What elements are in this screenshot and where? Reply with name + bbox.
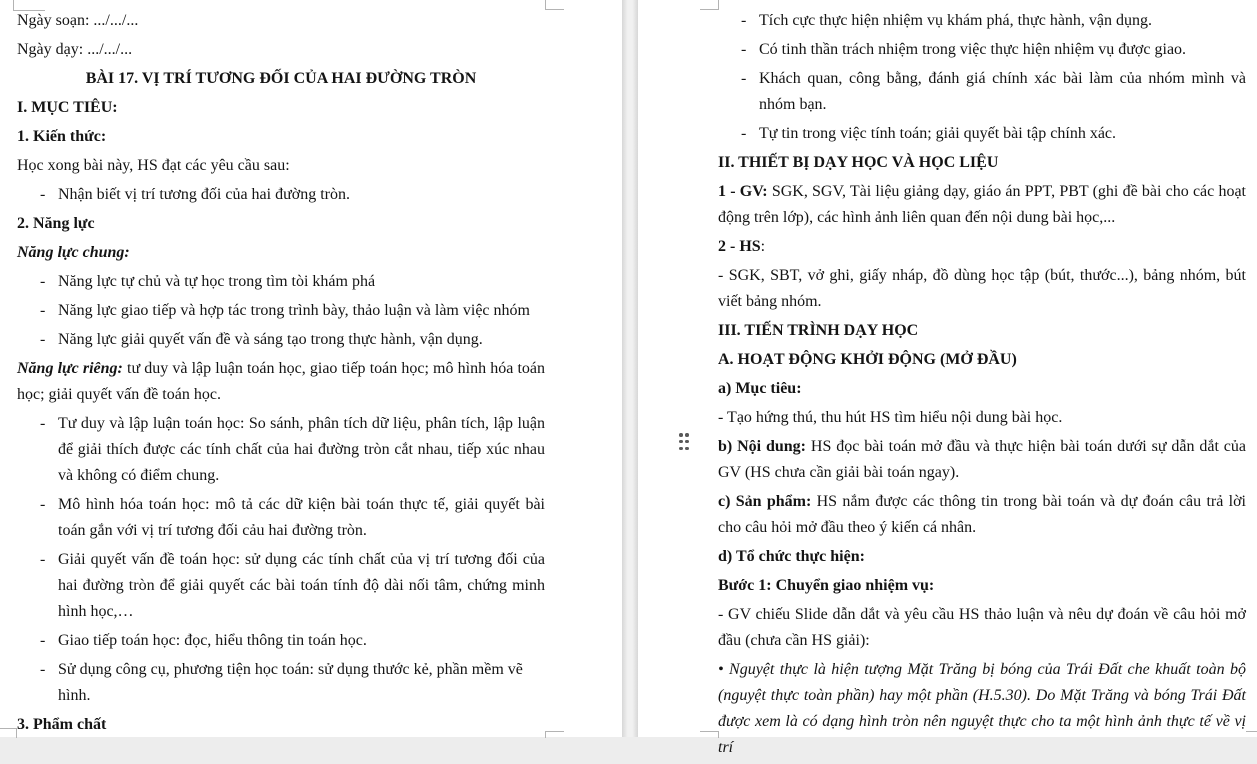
sub-heading[interactable] [17, 712, 545, 738]
text-run: c) Sản phẩm: [718, 493, 812, 510]
paragraph[interactable] [718, 263, 1246, 315]
drag-handle-icon[interactable] [678, 432, 690, 451]
list-dash-marker: - [40, 661, 46, 678]
text-run: - GV chiếu Slide dẫn dắt và yêu cầu HS thảo luận và nêu dự đoán về câu hỏi mở đầu (chưa cần HS giải): [718, 606, 1246, 649]
sub-heading[interactable] [17, 124, 545, 150]
text-run: Năng lực giao tiếp và hợp tác trong trình bày, thảo luận và làm việc nhóm [58, 302, 530, 319]
activity-heading[interactable] [718, 347, 1246, 373]
list-dash-marker: - [741, 12, 747, 29]
list-dash-marker: - [40, 302, 46, 319]
text-run: Năng lực chung: [17, 244, 130, 261]
text-run: Có tinh thần trách nhiệm trong việc thực hiện nhiệm vụ được giao. [759, 41, 1187, 58]
list-dash-marker: - [741, 125, 747, 142]
list-dash-marker: - [741, 70, 747, 87]
text-run: I. MỤC TIÊU: [17, 99, 118, 116]
list-dash-marker: - [40, 186, 46, 203]
text-run: 3. Phẩm chất [17, 716, 107, 733]
text-run: tư duy và lập luận toán học, giao tiếp toán học; mô hình hóa toán học; giải quyết vấn đề toán học. [17, 360, 545, 403]
text-run: Bước 1: Chuyển giao nhiệm vụ: [718, 577, 935, 594]
text-run: A. HOẠT ĐỘNG KHỞI ĐỘNG (MỞ ĐẦU) [718, 351, 1017, 368]
text-run: HS nắm được các thông tin trong bài toán và dự đoán câu trả lời cho câu hỏi mở đầu theo ý kiến cá nhân. [718, 493, 1247, 536]
section-heading[interactable] [718, 318, 1246, 344]
text-run: d) Tổ chức thực hiện: [718, 548, 865, 565]
list-dash-marker: - [40, 415, 46, 432]
section-heading[interactable] [718, 150, 1246, 176]
text-run: 2. Năng lực [17, 215, 95, 232]
list-item[interactable] [718, 37, 1246, 63]
paragraph[interactable] [17, 356, 545, 408]
paragraph[interactable] [718, 544, 1246, 570]
paragraph[interactable] [718, 434, 1246, 486]
text-run: Giao tiếp toán học: đọc, hiểu thông tin toán học. [58, 632, 367, 649]
list-dash-marker: - [40, 496, 46, 513]
paragraph[interactable] [718, 234, 1246, 260]
page-left[interactable] [0, 0, 622, 737]
text-run: Khách quan, công bằng, đánh giá chính xác bài làm của nhóm mình và nhóm bạn. [759, 70, 1246, 113]
list-dash-marker: - [40, 551, 46, 568]
paragraph[interactable] [17, 153, 545, 179]
paragraph[interactable] [718, 489, 1246, 541]
text-run: SGK, SGV, Tài liệu giảng dạy, giáo án PPT, PBT (ghi đề bài cho các hoạt động trên lớp), các hình ảnh liên quan đến nội dung bài học,... [718, 183, 1247, 226]
paragraph[interactable] [718, 405, 1246, 431]
text-run: 2 - HS [718, 238, 761, 255]
text-run: Tích cực thực hiện nhiệm vụ khám phá, thực hành, vận dụng. [759, 12, 1153, 29]
text-run: • Nguyệt thực là hiện tượng Mặt Trăng bị bóng của Trái Đất che khuất toàn bộ (nguyệt thực toàn phần) hay một phần (H.5.30). Do Mặt Trăng và bóng Trái Đất được xem là có dạng hình tròn nên nguyệt thực cho ta một hình ảnh thực tế về vị trí [718, 661, 1246, 756]
text-run: - Tạo hứng thú, thu hút HS tìm hiểu nội dung bài học. [718, 409, 1063, 426]
list-item[interactable] [718, 8, 1246, 34]
margin-crop-mark [700, 0, 719, 10]
list-item[interactable] [17, 547, 545, 625]
text-run: Sử dụng công cụ, phương tiện học toán: sử dụng thước kẻ, phần mềm vẽ hình. [58, 661, 523, 704]
text-run: - SGK, SBT, vở ghi, giấy nháp, đồ dùng học tập (bút, thước...), bảng nhóm, bút viết bảng nhóm. [718, 267, 1246, 310]
text-run: Năng lực tự chủ và tự học trong tìm tòi khám phá [58, 273, 376, 290]
list-item[interactable] [17, 269, 545, 295]
list-dash-marker: - [741, 41, 747, 58]
list-item[interactable] [718, 121, 1246, 147]
text-run: Ngày soạn: .../.../... [17, 12, 139, 29]
text-run: Năng lực giải quyết vấn đề và sáng tạo trong thực hành, vận dụng. [58, 331, 483, 348]
page-left-text[interactable] [17, 0, 545, 741]
paragraph[interactable] [718, 376, 1246, 402]
paragraph[interactable] [17, 240, 545, 266]
text-run: b) Nội dung: [718, 438, 807, 455]
text-run: Năng lực riêng: [17, 360, 123, 377]
text-run: : [760, 238, 766, 255]
paragraph[interactable] [17, 37, 545, 63]
text-run: 1 - GV: [718, 183, 768, 200]
text-run: Tư duy và lập luận toán học: So sánh, phân tích dữ liệu, phân tích, lập luận để giải thích được các tính chất của hai đường tròn cắt nhau, tiếp xúc nhau và không có điểm chung. [58, 415, 545, 484]
list-item[interactable] [17, 327, 545, 353]
sub-heading[interactable] [17, 211, 545, 237]
text-run: Mô hình hóa toán học: mô tả các dữ kiện bài toán thực tế, giải quyết bài toán gắn với vị trí tương đối cảu hai đường tròn. [58, 496, 545, 539]
lesson-title[interactable] [17, 66, 545, 92]
text-run: BÀI 17. VỊ TRÍ TƯƠNG ĐỐI CỦA HAI ĐƯỜNG TRÒN [85, 70, 477, 87]
text-run: III. TIẾN TRÌNH DẠY HỌC [718, 322, 919, 339]
text-run: II. THIẾT BỊ DẠY HỌC VÀ HỌC LIỆU [718, 154, 999, 171]
text-run: Giải quyết vấn đề toán học: sử dụng các tính chất của vị trí tương đối của hai đường tròn để giải quyết các bài toán tính độ dài nối tâm, chứng minh hình học,… [58, 551, 545, 620]
list-item[interactable] [17, 411, 545, 489]
list-item[interactable] [17, 182, 545, 208]
list-item[interactable] [17, 492, 545, 544]
text-run: 1. Kiến thức: [17, 128, 107, 145]
paragraph[interactable] [718, 179, 1246, 231]
text-run: Nhận biết vị trí tương đối của hai đường tròn. [58, 186, 350, 203]
paragraph[interactable] [17, 8, 545, 34]
paragraph[interactable] [718, 573, 1246, 599]
text-run: HS đọc bài toán mở đầu và thực hiện bài toán dưới sự dẫn dắt của GV (HS chưa cần giải bài toán ngay). [718, 438, 1247, 481]
page-right[interactable] [638, 0, 1257, 756]
page-gap [622, 0, 638, 737]
text-run: Tự tin trong việc tính toán; giải quyết bài tập chính xác. [759, 125, 1117, 142]
list-dash-marker: - [40, 632, 46, 649]
paragraph[interactable] [718, 602, 1246, 654]
text-run: Học xong bài này, HS đạt các yêu cầu sau: [17, 157, 290, 174]
margin-crop-mark [545, 0, 564, 10]
list-item[interactable] [17, 657, 545, 709]
paragraph[interactable] [718, 657, 1246, 761]
section-heading[interactable] [17, 95, 545, 121]
page-right-text[interactable] [718, 0, 1246, 764]
text-run: Ngày dạy: .../.../... [17, 41, 133, 58]
list-item[interactable] [718, 66, 1246, 118]
list-dash-marker: - [40, 273, 46, 290]
text-run: a) Mục tiêu: [718, 380, 802, 397]
list-item[interactable] [17, 628, 545, 654]
list-dash-marker: - [40, 331, 46, 348]
list-item[interactable] [17, 298, 545, 324]
